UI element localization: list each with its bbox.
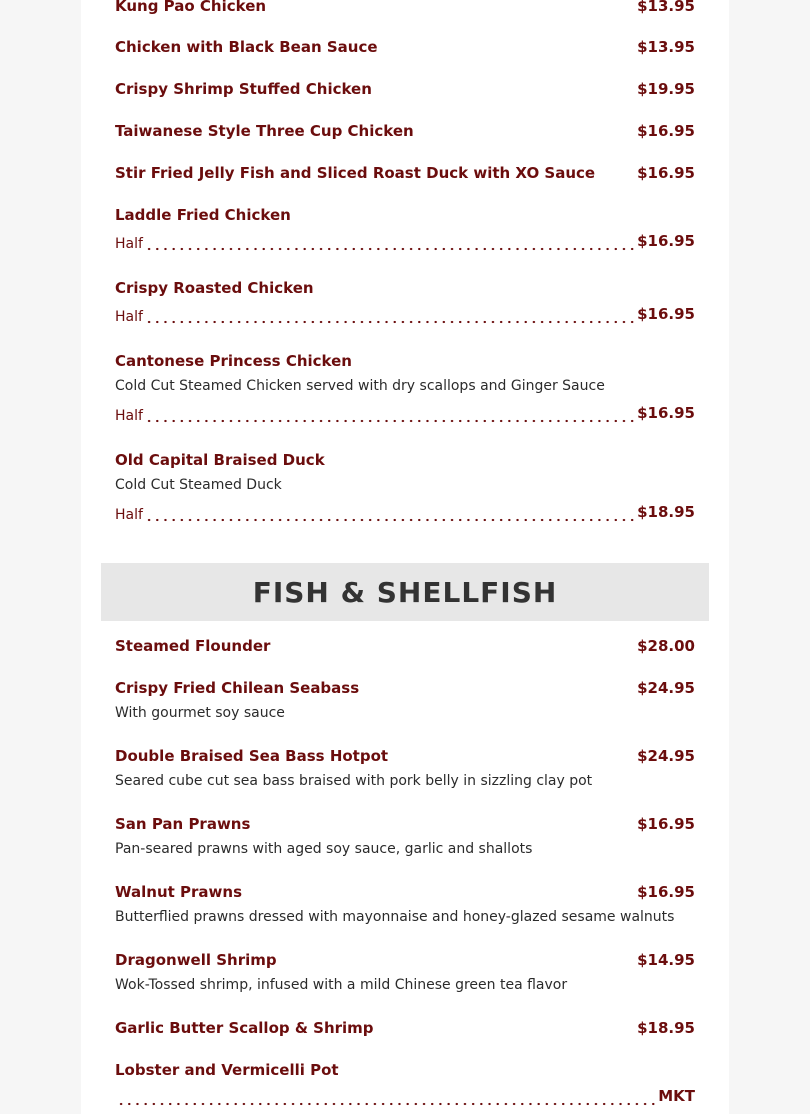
portion-label: Half (115, 507, 143, 523)
item-price: $28.00 (637, 637, 695, 655)
menu-item (115, 163, 695, 187)
item-name: Walnut Prawns (115, 883, 243, 901)
item-price: $13.95 (637, 0, 695, 15)
item-price: $24.95 (637, 747, 695, 765)
portion-price: $16.95 (637, 305, 695, 323)
portion-row (115, 231, 695, 253)
item-name: Lobster and Vermicelli Pot (115, 1061, 339, 1079)
item-price: $16.95 (637, 122, 695, 140)
dot-leader (145, 233, 635, 251)
menu-item (115, 278, 695, 330)
portion-label: Half (115, 408, 143, 424)
item-description: Seared cube cut sea bass braised with pork belly in sizzling clay pot (115, 773, 593, 789)
menu-item (115, 746, 695, 794)
item-name: Crispy Roasted Chicken (115, 279, 314, 297)
menu-item (115, 121, 695, 145)
portion-row (115, 502, 695, 524)
item-name: Taiwanese Style Three Cup Chicken (115, 122, 414, 140)
item-name: Crispy Shrimp Stuffed Chicken (115, 80, 372, 98)
item-price: $13.95 (637, 38, 695, 56)
menu-card (81, 0, 729, 1114)
menu-item (115, 950, 695, 998)
dot-leader (117, 1088, 656, 1106)
menu-item (115, 882, 695, 930)
portion-row (115, 304, 695, 326)
menu-item (115, 450, 695, 528)
item-name: Garlic Butter Scallop & Shrimp (115, 1019, 374, 1037)
item-description: Wok-Tossed shrimp, infused with a mild Chinese green tea flavor (115, 977, 568, 993)
menu-item (115, 351, 695, 429)
menu-item (115, 205, 695, 257)
item-description: With gourmet soy sauce (115, 705, 285, 721)
dot-leader (145, 405, 635, 423)
portion-price: $16.95 (637, 232, 695, 250)
dot-leader (145, 504, 635, 522)
item-name: Kung Pao Chicken (115, 0, 267, 15)
item-name: Dragonwell Shrimp (115, 951, 277, 969)
item-name: Chicken with Black Bean Sauce (115, 38, 378, 56)
portion-price: $18.95 (637, 503, 695, 521)
portion-price: $16.95 (637, 404, 695, 422)
item-price: $16.95 (637, 815, 695, 833)
item-description: Butterflied prawns dressed with mayonnaise and honey-glazed sesame walnuts (115, 909, 675, 925)
item-description: Cold Cut Steamed Chicken served with dry scallops and Ginger Sauce (115, 378, 605, 394)
menu-item (115, 814, 695, 862)
menu-item (115, 1018, 695, 1042)
menu-item (115, 37, 695, 61)
menu-item (115, 0, 695, 20)
menu-item (115, 636, 695, 660)
portion-label: Half (115, 236, 143, 252)
item-name: Cantonese Princess Chicken (115, 352, 352, 370)
section-header (101, 563, 709, 621)
item-name: Laddle Fried Chicken (115, 206, 291, 224)
menu-item (115, 1060, 695, 1112)
item-description: Cold Cut Steamed Duck (115, 477, 282, 493)
item-description: Pan-seared prawns with aged soy sauce, garlic and shallots (115, 841, 533, 857)
item-price: $16.95 (637, 883, 695, 901)
portion-label: Half (115, 309, 143, 325)
item-name: Old Capital Braised Duck (115, 451, 325, 469)
section-title: FISH & SHELLFISH (252, 575, 558, 609)
item-price: $19.95 (637, 80, 695, 98)
item-name: Stir Fried Jelly Fish and Sliced Roast Duck with XO Sauce (115, 164, 596, 182)
item-name: Double Braised Sea Bass Hotpot (115, 747, 389, 765)
item-name: Steamed Flounder (115, 637, 271, 655)
menu-item (115, 79, 695, 103)
portion-price: MKT (658, 1087, 695, 1105)
item-price: $24.95 (637, 679, 695, 697)
item-name: San Pan Prawns (115, 815, 251, 833)
dot-leader (145, 306, 635, 324)
portion-row (115, 403, 695, 425)
portion-row (115, 1086, 695, 1108)
item-name: Crispy Fried Chilean Seabass (115, 679, 360, 697)
menu-item (115, 678, 695, 726)
item-price: $16.95 (637, 164, 695, 182)
item-price: $14.95 (637, 951, 695, 969)
item-price: $18.95 (637, 1019, 695, 1037)
